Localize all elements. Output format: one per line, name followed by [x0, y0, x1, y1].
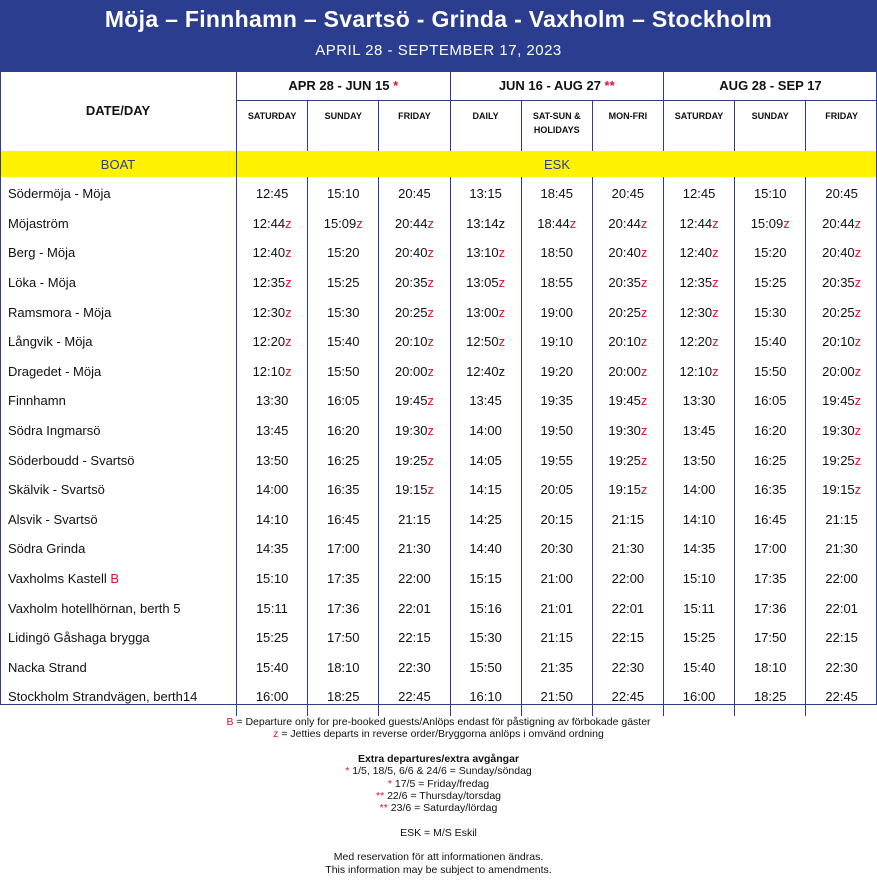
- table-row: [0, 593, 877, 623]
- table-row: [0, 209, 877, 239]
- departure-time: 12:30z: [663, 297, 734, 327]
- departure-time: 19:00: [521, 297, 592, 327]
- departure-time: 15:30: [450, 623, 521, 653]
- note-z: z = Jetties departs in reverse order/Bryggorna anlöps i omvänd ordning: [273, 728, 604, 741]
- departure-time: 21:30: [379, 534, 450, 564]
- stop-name: Södermöja - Möja: [8, 186, 111, 202]
- departure-time: 13:30: [237, 386, 308, 416]
- departure-time: 13:45: [450, 386, 521, 416]
- departure-time: 18:10: [735, 653, 806, 683]
- date-day-header: DATE/DAY: [85, 103, 151, 118]
- departure-time: 20:44z: [806, 209, 877, 239]
- departure-time: 19:15z: [592, 475, 663, 505]
- departure-time: 18:25: [308, 682, 379, 712]
- departure-time: 20:25z: [379, 297, 450, 327]
- departure-time: 12:40z: [663, 238, 734, 268]
- departure-time: 20:05: [521, 475, 592, 505]
- day-header: SAT-SUN & HOLIDAYS: [521, 100, 592, 149]
- departure-time: 12:20z: [663, 327, 734, 357]
- departure-time: 15:40: [237, 653, 308, 683]
- stop-name: Möjaström: [8, 215, 69, 231]
- departure-time: 21:15: [379, 505, 450, 535]
- departure-time: 15:50: [308, 357, 379, 387]
- departure-time: 17:00: [308, 534, 379, 564]
- departure-time: 17:50: [308, 623, 379, 653]
- departure-time: 15:40: [663, 653, 734, 683]
- departure-time: 12:10z: [663, 357, 734, 387]
- departure-time: 12:30z: [237, 297, 308, 327]
- departure-time: 16:00: [663, 682, 734, 712]
- stop-name: Skälvik - Svartsö: [8, 482, 105, 498]
- departure-time: 16:45: [308, 505, 379, 535]
- departure-time: 12:10z: [237, 357, 308, 387]
- boat-label: BOAT: [0, 151, 237, 177]
- departure-time: 15:25: [663, 623, 734, 653]
- departure-time: 19:35: [521, 386, 592, 416]
- departure-time: 22:01: [806, 593, 877, 623]
- departure-time: 19:10: [521, 327, 592, 357]
- departure-time: 19:15z: [379, 475, 450, 505]
- departure-time: 13:14z: [450, 209, 521, 239]
- departure-time: 19:25z: [806, 445, 877, 475]
- departure-time: 20:30: [521, 534, 592, 564]
- departure-time: 22:45: [592, 682, 663, 712]
- departure-time: 21:15: [521, 623, 592, 653]
- departure-time: 16:35: [735, 475, 806, 505]
- departure-time: 14:40: [450, 534, 521, 564]
- departure-time: 22:01: [379, 593, 450, 623]
- departure-time: 20:25z: [592, 297, 663, 327]
- departure-time: 21:00: [521, 564, 592, 594]
- departure-time: 19:45z: [592, 386, 663, 416]
- departure-time: 14:10: [663, 505, 734, 535]
- stop-name: Vaxholm hotellhörnan, berth 5: [8, 600, 181, 616]
- departure-time: 16:35: [308, 475, 379, 505]
- departure-time: 22:00: [379, 564, 450, 594]
- departure-time: 15:10: [735, 179, 806, 209]
- departure-time: 16:25: [308, 445, 379, 475]
- departure-time: 15:10: [308, 179, 379, 209]
- departure-time: 15:50: [450, 653, 521, 683]
- departure-time: 20:40z: [379, 238, 450, 268]
- table-row: [0, 386, 877, 416]
- departure-time: 12:45: [237, 179, 308, 209]
- stop-name: Långvik - Möja: [8, 334, 93, 350]
- departure-time: 19:30z: [592, 416, 663, 446]
- stop-name: Finnhamn: [8, 393, 66, 409]
- departure-time: 15:25: [735, 268, 806, 298]
- boat-name: ESK: [237, 151, 877, 177]
- departure-time: 22:15: [592, 623, 663, 653]
- table-row: [0, 505, 877, 535]
- departure-time: 15:25: [237, 623, 308, 653]
- reservation-en: This information may be subject to amendments.: [325, 863, 552, 876]
- departure-time: 13:15: [450, 179, 521, 209]
- departure-time: 20:00z: [592, 357, 663, 387]
- stop-name: Nacka Strand: [8, 659, 87, 675]
- stop-name: Ramsmora - Möja: [8, 304, 112, 320]
- departure-time: 21:30: [592, 534, 663, 564]
- table-row: [0, 297, 877, 327]
- departure-time: 22:01: [592, 593, 663, 623]
- departure-time: 20:10z: [592, 327, 663, 357]
- table-row: [0, 534, 877, 564]
- departure-time: 15:20: [735, 238, 806, 268]
- departure-time: 14:25: [450, 505, 521, 535]
- extra-departure: * 17/5 = Friday/fredag: [387, 777, 490, 790]
- departure-time: 20:45: [592, 179, 663, 209]
- table-row: [0, 357, 877, 387]
- departure-time: 17:35: [735, 564, 806, 594]
- departure-time: 22:15: [806, 623, 877, 653]
- departure-time: 14:35: [663, 534, 734, 564]
- day-header: FRIDAY: [379, 100, 450, 149]
- departure-time: 14:00: [663, 475, 734, 505]
- departure-time: 22:30: [806, 653, 877, 683]
- table-row: [0, 653, 877, 683]
- departure-time: 16:25: [735, 445, 806, 475]
- departure-time: 19:25z: [592, 445, 663, 475]
- departure-time: 17:36: [735, 593, 806, 623]
- table-row: [0, 238, 877, 268]
- departure-time: 20:40z: [806, 238, 877, 268]
- day-header: MON-FRI: [592, 100, 663, 149]
- departure-time: 19:50: [521, 416, 592, 446]
- departure-time: 13:45: [663, 416, 734, 446]
- table-row: [0, 564, 877, 594]
- departure-time: 22:00: [806, 564, 877, 594]
- departure-time: 14:00: [450, 416, 521, 446]
- stop-name: Vaxholms Kastell B: [8, 571, 120, 587]
- departure-time: 13:30: [663, 386, 734, 416]
- departure-time: 13:05z: [450, 268, 521, 298]
- departure-time: 20:45: [379, 179, 450, 209]
- departure-time: 20:35z: [379, 268, 450, 298]
- departure-time: 19:30z: [806, 416, 877, 446]
- departure-time: 16:20: [735, 416, 806, 446]
- departure-time: 18:45: [521, 179, 592, 209]
- departure-time: 20:15: [521, 505, 592, 535]
- departure-time: 18:10: [308, 653, 379, 683]
- departure-time: 18:55: [521, 268, 592, 298]
- departure-time: 21:15: [806, 505, 877, 535]
- departure-time: 13:00z: [450, 297, 521, 327]
- departure-time: 21:35: [521, 653, 592, 683]
- departure-time: 12:40z: [237, 238, 308, 268]
- departure-time: 15:09z: [308, 209, 379, 239]
- stop-name: Löka - Möja: [8, 275, 76, 291]
- table-row: [0, 179, 877, 209]
- day-header: SATURDAY: [237, 100, 308, 149]
- stop-name: Södra Grinda: [8, 541, 86, 557]
- departure-time: 19:20: [521, 357, 592, 387]
- departure-time: 22:30: [592, 653, 663, 683]
- departure-time: 16:20: [308, 416, 379, 446]
- departure-time: 21:01: [521, 593, 592, 623]
- table-row: [0, 268, 877, 298]
- departure-time: 13:50: [237, 445, 308, 475]
- departure-time: 22:45: [806, 682, 877, 712]
- departure-time: 17:35: [308, 564, 379, 594]
- departure-time: 17:50: [735, 623, 806, 653]
- stop-name: Alsvik - Svartsö: [8, 511, 98, 527]
- departure-time: 15:09z: [735, 209, 806, 239]
- stop-name: Söderboudd - Svartsö: [8, 452, 135, 468]
- departure-time: 14:00: [237, 475, 308, 505]
- departure-time: 15:50: [735, 357, 806, 387]
- departure-time: 15:30: [308, 297, 379, 327]
- extra-departures-title: Extra departures/extra avgångar: [357, 752, 520, 765]
- departure-time: 16:45: [735, 505, 806, 535]
- season-dates: APRIL 28 - SEPTEMBER 17, 2023: [315, 42, 562, 59]
- footnotes: [0, 716, 877, 876]
- day-header: SATURDAY: [663, 100, 734, 149]
- departure-time: 12:45: [663, 179, 734, 209]
- departure-time: 13:50: [663, 445, 734, 475]
- stop-name: Stockholm Strandvägen, berth14: [8, 689, 198, 705]
- departure-time: 22:30: [379, 653, 450, 683]
- departure-time: 18:44z: [521, 209, 592, 239]
- departure-time: 19:15z: [806, 475, 877, 505]
- departure-time: 13:45: [237, 416, 308, 446]
- departure-time: 17:00: [735, 534, 806, 564]
- day-header: SUNDAY: [308, 100, 379, 149]
- departure-time: 20:44z: [592, 209, 663, 239]
- table-row: [0, 475, 877, 505]
- extra-departure: ** 22/6 = Thursday/torsdag: [375, 790, 502, 803]
- departure-time: 15:10: [237, 564, 308, 594]
- departure-time: 15:30: [735, 297, 806, 327]
- stop-name: Dragedet - Möja: [8, 363, 102, 379]
- departure-time: 12:50z: [450, 327, 521, 357]
- departure-time: 12:20z: [237, 327, 308, 357]
- departure-time: 14:05: [450, 445, 521, 475]
- departure-time: 17:36: [308, 593, 379, 623]
- departure-time: 21:30: [806, 534, 877, 564]
- day-header: DAILY: [450, 100, 521, 149]
- departure-time: 16:05: [735, 386, 806, 416]
- departure-time: 15:40: [308, 327, 379, 357]
- table-row: [0, 623, 877, 653]
- departure-time: 14:10: [237, 505, 308, 535]
- table-row: [0, 445, 877, 475]
- departure-time: 12:35z: [663, 268, 734, 298]
- stop-name: Berg - Möja: [8, 245, 76, 261]
- departure-time: 13:10z: [450, 238, 521, 268]
- departure-time: 19:45z: [806, 386, 877, 416]
- esk-note: ESK = M/S Eskil: [400, 826, 477, 839]
- departure-time: 20:45: [806, 179, 877, 209]
- departure-time: 20:44z: [379, 209, 450, 239]
- departure-time: 22:45: [379, 682, 450, 712]
- day-header: SUNDAY: [735, 100, 806, 149]
- departure-time: 14:35: [237, 534, 308, 564]
- departure-time: 15:40: [735, 327, 806, 357]
- departure-time: 19:55: [521, 445, 592, 475]
- departure-time: 15:20: [308, 238, 379, 268]
- timetable-body: [0, 179, 877, 716]
- departure-time: 20:35z: [806, 268, 877, 298]
- departure-time: 15:25: [308, 268, 379, 298]
- departure-time: 16:05: [308, 386, 379, 416]
- departure-time: 12:44z: [237, 209, 308, 239]
- departure-time: 15:11: [237, 593, 308, 623]
- departure-time: 22:00: [592, 564, 663, 594]
- page-header: [0, 0, 877, 72]
- departure-time: 15:15: [450, 564, 521, 594]
- departure-time: 20:40z: [592, 238, 663, 268]
- period-header: JUN 16 - AUG 27 **: [450, 72, 663, 100]
- departure-time: 20:10z: [806, 327, 877, 357]
- departure-time: 18:25: [735, 682, 806, 712]
- extra-departure: ** 23/6 = Saturday/lördag: [379, 802, 498, 815]
- departure-time: 16:10: [450, 682, 521, 712]
- stop-name: Södra Ingmarsö: [8, 423, 101, 439]
- table-row: [0, 682, 877, 712]
- departure-time: 12:40z: [450, 357, 521, 387]
- departure-time: 12:44z: [663, 209, 734, 239]
- departure-time: 19:25z: [379, 445, 450, 475]
- departure-time: 20:00z: [806, 357, 877, 387]
- period-header: AUG 28 - SEP 17: [663, 72, 877, 100]
- departure-time: 19:30z: [379, 416, 450, 446]
- departure-time: 16:00: [237, 682, 308, 712]
- departure-time: 15:10: [663, 564, 734, 594]
- departure-time: 20:25z: [806, 297, 877, 327]
- departure-time: 20:35z: [592, 268, 663, 298]
- timetable: [0, 72, 877, 716]
- departure-time: 14:15: [450, 475, 521, 505]
- table-row: [0, 416, 877, 446]
- day-header: FRIDAY: [806, 100, 877, 149]
- reservation-sv: Med reservation för att informationen ändras.: [333, 851, 544, 864]
- departure-time: 15:11: [663, 593, 734, 623]
- departure-time: 20:10z: [379, 327, 450, 357]
- departure-time: 22:15: [379, 623, 450, 653]
- departure-time: 19:45z: [379, 386, 450, 416]
- extra-departure: * 1/5, 18/5, 6/6 & 24/6 = Sunday/söndag: [345, 765, 532, 778]
- page-title: Möja – Finnhamn – Svartsö - Grinda - Vaxholm – Stockholm: [104, 6, 773, 32]
- stop-name: Lidingö Gåshaga brygga: [8, 630, 150, 646]
- departure-time: 18:50: [521, 238, 592, 268]
- departure-time: 21:50: [521, 682, 592, 712]
- table-row: [0, 327, 877, 357]
- departure-time: 12:35z: [237, 268, 308, 298]
- note-b: B = Departure only for pre-booked guests/Anlöps endast för påstigning av förbokade gäster: [226, 716, 651, 728]
- departure-time: 21:15: [592, 505, 663, 535]
- departure-time: 15:16: [450, 593, 521, 623]
- period-header: APR 28 - JUN 15 *: [237, 72, 451, 100]
- departure-time: 20:00z: [379, 357, 450, 387]
